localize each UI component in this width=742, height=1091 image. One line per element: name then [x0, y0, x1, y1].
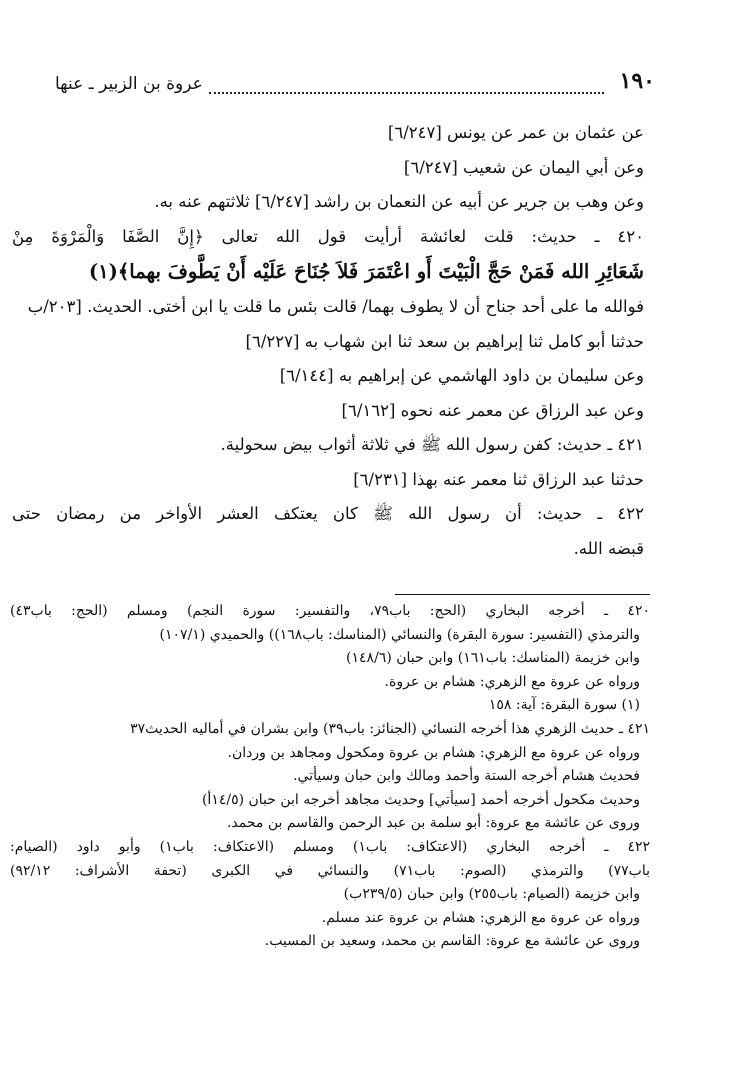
- running-title: عروة بن الزبير ـ عنها: [55, 74, 203, 94]
- footnotes: [10, 600, 650, 954]
- footnote-separator: [395, 594, 650, 595]
- text-line: حدثنا أبو كامل ثنا إبراهيم بن سعد ثنا ابن شهاب به [٦/٢٢٧]: [245, 331, 644, 351]
- footnote-line: ورواه عن عروة مع الزهري: هشام بن عروة عند مسلم.: [321, 909, 640, 926]
- text-line: حدثنا عبد الرزاق ثنا معمر عنه بهذا [٦/٢٣١]: [353, 469, 644, 489]
- footnote-line: والترمذي (التفسير: سورة البقرة) والنسائي (المناسك: باب١٦٨)) والحميدي (١٠٧/١): [159, 626, 640, 643]
- footnote-line: ٤٢١ ـ حديث الزهري هذا أخرجه النسائي (الجنائز: باب٣٩) وابن بشران في أماليه الحديث٣٧: [130, 720, 650, 737]
- text-line: وعن أبي اليمان عن شعيب [٦/٢٤٧]: [403, 157, 644, 177]
- footnote-line: وابن خزيمة (المناسك: باب١٦١) وابن حبان (١٤٨/٦): [346, 650, 640, 667]
- footnote-line: وروى عن عائشة مع عروة: القاسم بن محمد، وسعيد بن المسيب.: [264, 933, 640, 950]
- footnote-line: ٤٢٠ ـ أخرجه البخاري (الحج: باب٧٩، والتفسير: سورة النجم) ومسلم (الحج: باب٤٣): [10, 603, 650, 619]
- text-line: قبضه الله.: [573, 538, 644, 558]
- text-line: وعن سليمان بن داود الهاشمي عن إبراهيم به [٦/١٤٤]: [279, 366, 644, 385]
- page-header: [55, 58, 655, 94]
- text-line: وعن عبد الرزاق عن معمر عنه نحوه [٦/١٦٢]: [341, 400, 644, 420]
- page-number: ١٩٠: [619, 68, 655, 94]
- footnote-line: وابن خزيمة (الصيام: باب٢٥٥) وابن حبان (٢٣٩/٥ب): [343, 886, 640, 903]
- main-text: [12, 116, 644, 566]
- footnote-line: (١) سورة البقرة: آية: ١٥٨: [488, 697, 640, 714]
- footnote-line: ٤٢٢ ـ أخرجه البخاري (الاعتكاف: باب١) ومسلم (الاعتكاف: باب١) وأبو داود (الصيام:: [10, 838, 650, 855]
- text-line: فوالله ما على أحد جناح أن لا يطوف بهما/ قالت بئس ما قلت يا ابن أختى. الحديث. [٢٠٣/ب: [27, 297, 644, 316]
- footnote-line: ورواه عن عروة مع الزهري: هشام بن عروة ومكحول ومجاهد بن وردان.: [227, 744, 640, 761]
- text-line: وعن وهب بن جرير عن أبيه عن النعمان بن راشد [٦/٢٤٧] ثلاثتهم عنه به.: [154, 192, 644, 211]
- text-line: شَعَائِرِ الله فَمَنْ حَجَّ الْبَيْتَ أَو اعْتَمَرَ فَلاَ جُنَاحَ عَلَيْه أَنْ يَطَّوفَ بهما﴾(١): [88, 260, 644, 283]
- text-line: ٤٢٠ ـ حديث: قلت لعائشة أرأيت قول الله تعالى ﴿إِنَّ الصَّفَا وَالْمَرْوَةَ مِنْ: [12, 226, 644, 246]
- footnote-line: وروى عن عائشة مع عروة: أبو سلمة بن عبد الرحمن والقاسم بن محمد.: [226, 815, 640, 832]
- footnote-line: ورواه عن عروة مع الزهري: هشام بن عروة.: [384, 673, 640, 690]
- text-line: ٤٢٢ ـ حديث: أن رسول الله ﷺ كان يعتكف العشر الأواخر من رمضان حتى: [12, 504, 644, 523]
- footnote-line: فحديث هشام أخرجه الستة وأحمد ومالك وابن حبان وسيأتي.: [293, 768, 640, 785]
- footnote-line: باب٧٧) والترمذي (الصوم: باب٧١) والنسائي في الكبرى (تحفة الأشراف: ٩٢/١٢): [10, 862, 650, 879]
- header-dotted-rule: [209, 72, 604, 94]
- footnote-line: وحديث مكحول أخرجه أحمد [سيأتي] وحديث مجاهد أخرجه ابن حبان (١٤/٥أ): [201, 791, 640, 808]
- text-line: ٤٢١ ـ حديث: كفن رسول الله ﷺ في ثلاثة أثواب بيض سحولية.: [220, 435, 644, 454]
- text-line: عن عثمان بن عمر عن يونس [٦/٢٤٧]: [387, 123, 644, 142]
